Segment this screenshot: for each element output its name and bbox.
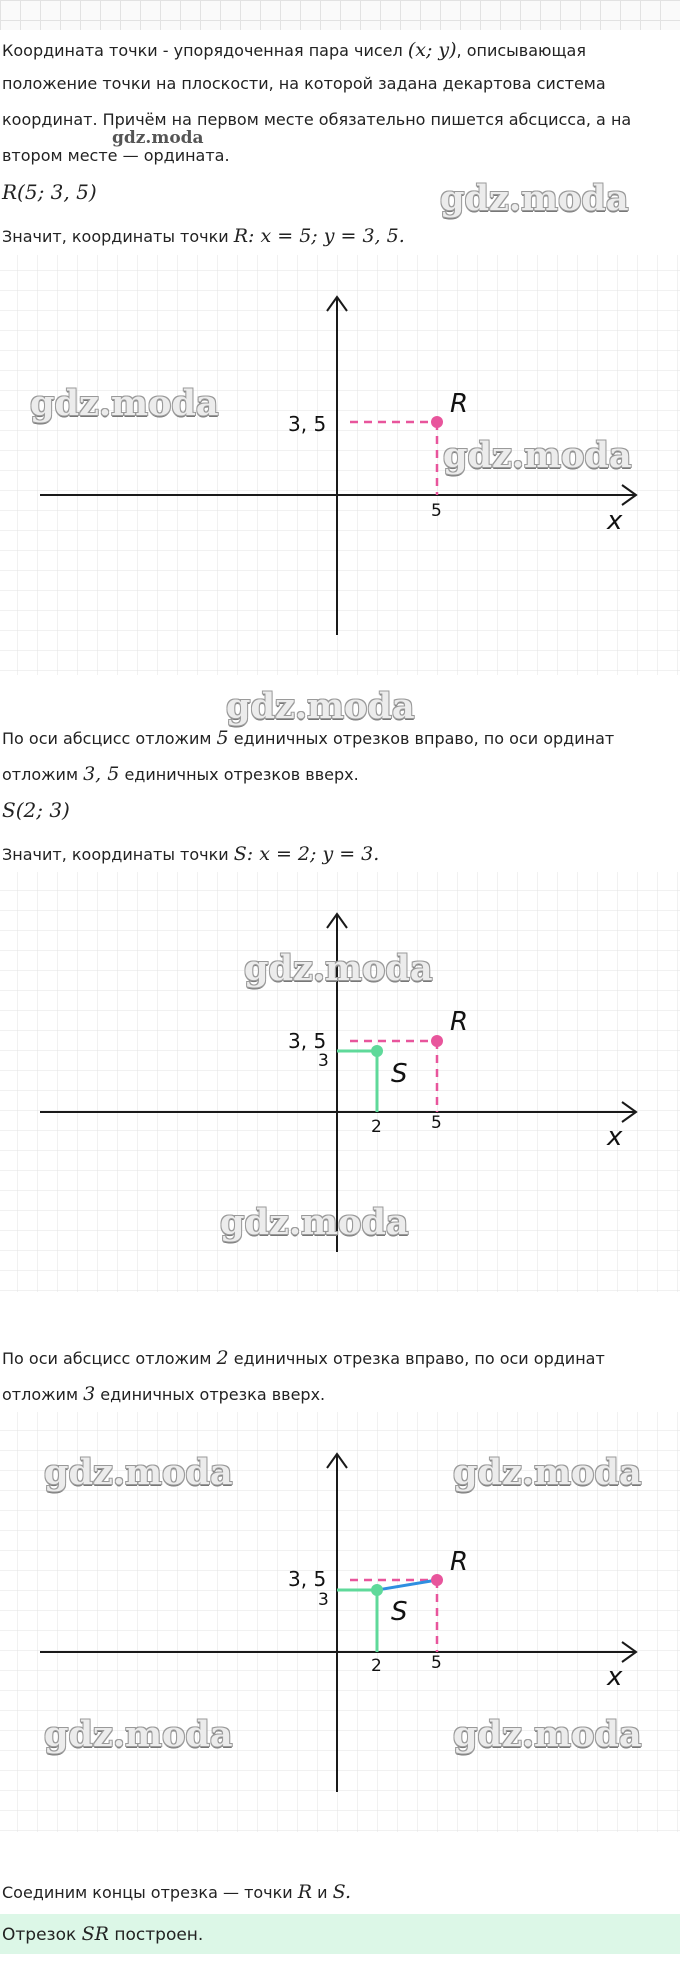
point-s [371, 1045, 383, 1057]
watermark: gdz.moda [226, 686, 415, 727]
watermark: gdz.moda [220, 1202, 409, 1243]
step-s-line-1 [2, 1340, 642, 1377]
connect-text: Соединим концы отрезка — точки [2, 1883, 298, 1902]
watermark: gdz.moda [453, 1714, 642, 1755]
answer-box [0, 1914, 680, 1954]
intro-math: (x; y) [407, 39, 457, 61]
step-r-text-d: единичных отрезков вверх. [119, 765, 359, 784]
point-s-math: S: x = 2; y = 3. [233, 843, 380, 865]
answer-text-a: Отрезок [2, 1925, 82, 1945]
step-s-line-2 [2, 1376, 642, 1413]
step-r-num: 5 [216, 727, 229, 749]
point-r-letter: R [450, 1547, 469, 1577]
connect-r: R [297, 1881, 313, 1903]
step-r-text-a: По оси абсцисс отложим [2, 729, 217, 748]
point-s-letter: S [391, 1597, 408, 1627]
y-tick-3: 3 [318, 1590, 329, 1610]
x-axis-label: x [607, 1122, 623, 1152]
point-r-letter: R [450, 389, 469, 419]
watermark: gdz.moda [440, 178, 629, 219]
x-tick-5: 5 [431, 501, 442, 521]
point-r-math: R: x = 5; y = 3, 5. [233, 225, 405, 247]
step-s-num-y: 3 [83, 1383, 96, 1405]
x-tick-2: 2 [371, 1117, 382, 1137]
point-r-coordinates [2, 218, 642, 255]
intro-line-3: координат. Причём на первом месте обязательно пишется абсцисса, а на [2, 110, 632, 129]
watermark: gdz.moda [30, 383, 219, 424]
intro-line-2: положение точки на плоскости, на которой задана декартова система [2, 74, 606, 93]
answer-text-b: построен. [108, 1925, 204, 1945]
x-axis-label: x [607, 1662, 623, 1692]
answer-math: SR [81, 1923, 109, 1945]
point-s-letter: S [391, 1059, 408, 1089]
intro-text-b: , описывающая [456, 41, 586, 60]
connect-s: S. [332, 1881, 352, 1903]
graph-points-r-s [0, 872, 680, 1292]
watermark: gdz.moda [453, 1452, 642, 1493]
watermark: gdz.moda [44, 1714, 233, 1755]
step-r-text-b: единичных отрезков вправо, по оси ординат [228, 729, 615, 748]
y-tick-3-5: 3, 5 [288, 412, 327, 436]
x-tick-5: 5 [431, 1113, 442, 1133]
point-r [431, 1035, 443, 1047]
x-tick-2: 2 [371, 1656, 382, 1676]
y-tick-3: 3 [318, 1051, 329, 1071]
step-s-text-b: единичных отрезка вправо, по оси ординат [228, 1349, 605, 1368]
graph-segment-sr [0, 1412, 680, 1832]
step-r-num-y: 3, 5 [83, 763, 120, 785]
watermark: gdz.moda [443, 435, 632, 476]
point-s-text: Значит, координаты точки [2, 845, 234, 864]
step-r-text-c: отложим [2, 765, 84, 784]
step-s-num: 2 [216, 1347, 229, 1369]
intro-text-a: Координата точки - упорядоченная пара чисел [2, 41, 408, 60]
step-s-text-d: единичных отрезка вверх. [95, 1385, 326, 1404]
connect-line [2, 1874, 642, 1911]
watermark-small: gdz.moda [112, 128, 204, 148]
point-s-label: S(2; 3) [2, 798, 70, 822]
point-r-label: R(5; 3, 5) [2, 180, 97, 204]
point-r [431, 1574, 443, 1586]
connect-and: и [312, 1883, 333, 1902]
watermark: gdz.moda [244, 948, 433, 989]
intro-line-1 [2, 32, 642, 69]
graph-point-r [0, 255, 680, 675]
y-tick-3-5: 3, 5 [288, 1567, 327, 1591]
point-s-coordinates [2, 836, 642, 873]
point-r-text: Значит, координаты точки [2, 227, 234, 246]
point-s [371, 1584, 383, 1596]
point-r [431, 416, 443, 428]
top-grid-strip [0, 0, 680, 30]
point-r-letter: R [450, 1007, 469, 1037]
step-s-text-c: отложим [2, 1385, 84, 1404]
step-r-line-1 [2, 720, 642, 757]
intro-line-4: втором месте — ордината. [2, 146, 230, 165]
step-s-text-a: По оси абсцисс отложим [2, 1349, 217, 1368]
watermark: gdz.moda [44, 1452, 233, 1493]
step-r-line-2 [2, 756, 642, 793]
x-axis-label: x [607, 506, 623, 536]
x-tick-5: 5 [431, 1653, 442, 1673]
y-tick-3-5: 3, 5 [288, 1029, 327, 1053]
